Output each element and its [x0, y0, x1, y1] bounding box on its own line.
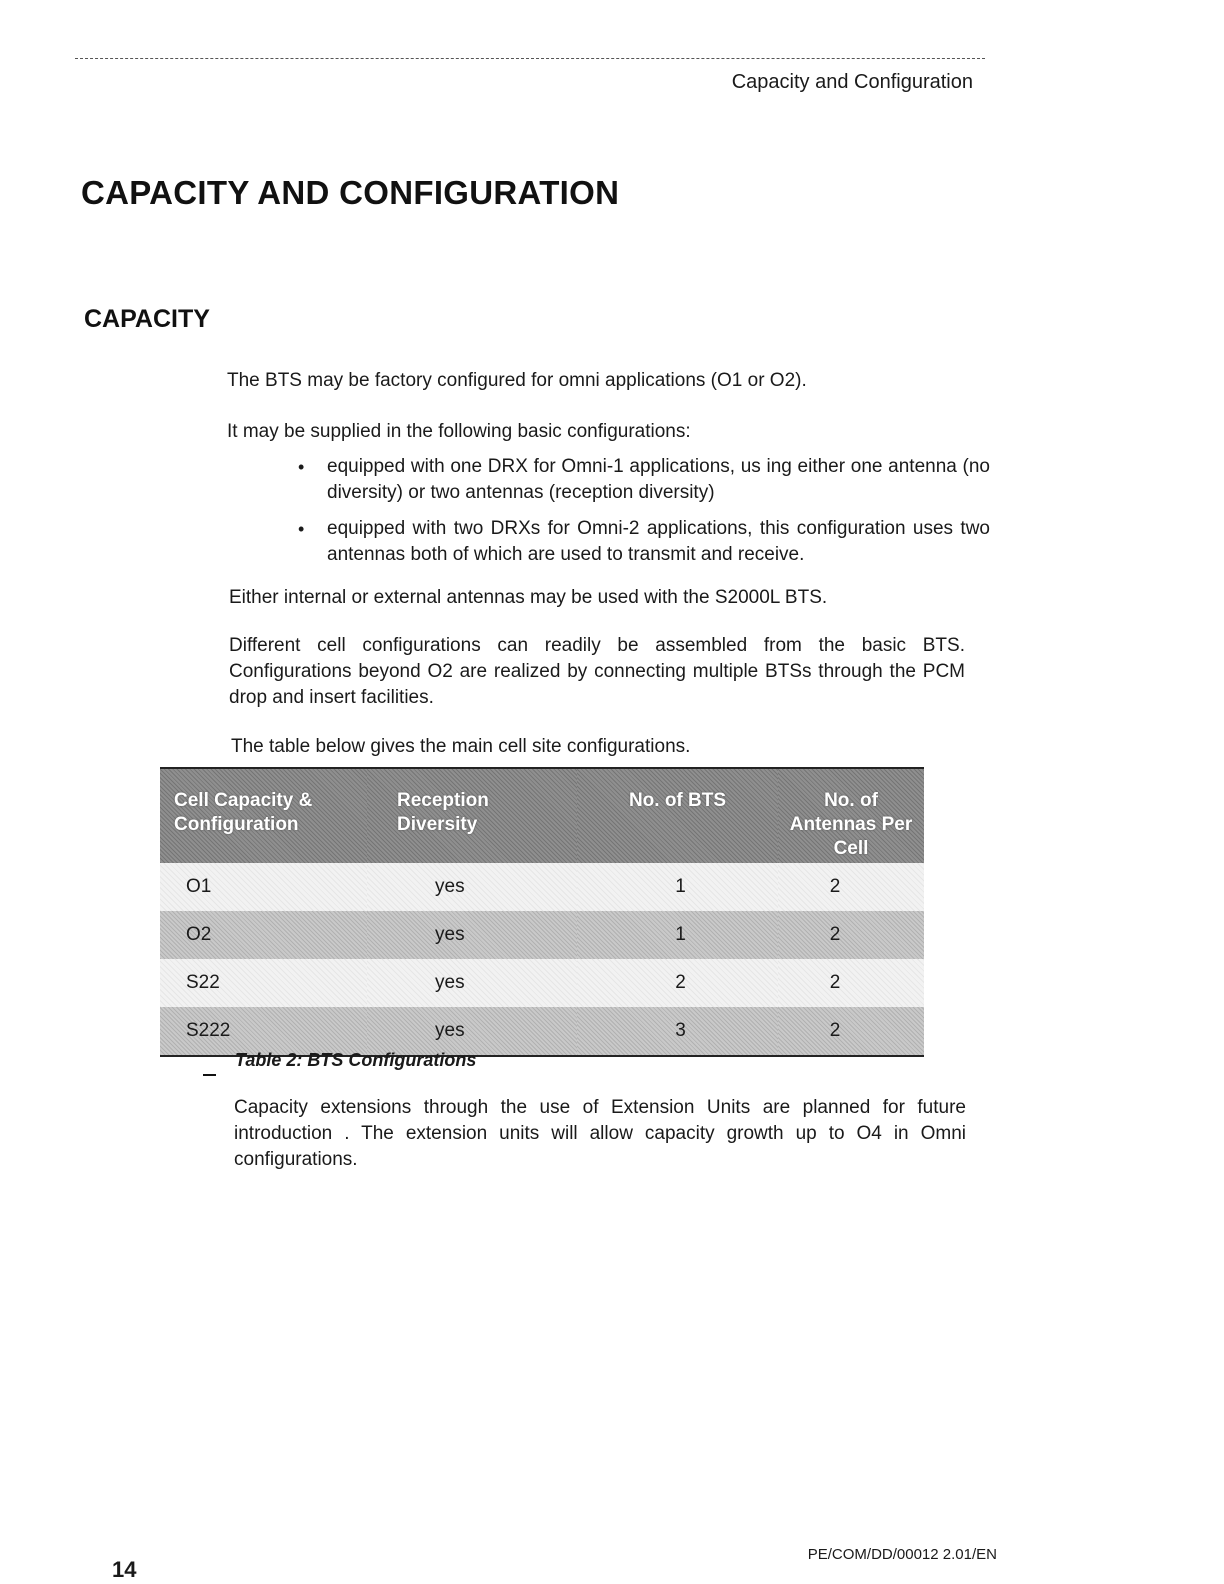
header-rule	[75, 58, 985, 59]
intro-paragraph: The BTS may be factory configured for omni applications (O1 or O2).	[227, 370, 807, 391]
bullet-icon: •	[298, 519, 305, 539]
cell-reception-diversity: yes	[367, 863, 577, 911]
antennas-note: Either internal or external antennas may be used with the S2000L BTS.	[229, 587, 828, 608]
cell-reception-diversity: yes	[367, 911, 577, 959]
section-title: CAPACITY	[84, 305, 210, 333]
column-header-no-of-bts: No. of BTS	[577, 768, 778, 863]
cell-configuration: O1	[160, 863, 367, 911]
page-number: 14	[112, 1557, 137, 1582]
list-item	[296, 454, 990, 506]
column-header-reception-diversity: Reception Diversity	[367, 768, 577, 863]
cell-no-of-bts: 3	[577, 1007, 778, 1056]
bullet-text: equipped with one DRX for Omni-1 applications, us ing either one antenna (no diversity) or two antennas (reception diversity)	[327, 456, 990, 503]
cell-no-of-bts: 1	[577, 863, 778, 911]
table-row	[160, 863, 924, 911]
footer-document-id: PE/COM/DD/00012 2.01/EN	[807, 1546, 997, 1563]
cell-no-of-bts: 2	[577, 959, 778, 1007]
capacity-extensions-paragraph: Capacity extensions through the use of Extension Units are planned for future introduction . The extension units will allow capacity growth up to O4 in Omni configurations.	[234, 1097, 966, 1170]
table-header-row	[160, 768, 924, 863]
cell-reception-diversity: yes	[367, 959, 577, 1007]
page-title: CAPACITY AND CONFIGURATION	[81, 174, 620, 211]
cell-configuration: S22	[160, 959, 367, 1007]
cell-configuration: O2	[160, 911, 367, 959]
cell-reception-diversity: yes	[367, 1007, 577, 1056]
table-intro: The table below gives the main cell site configurations.	[231, 736, 691, 757]
list-item	[296, 516, 990, 568]
different-configs-paragraph: Different cell configurations can readily be assembled from the basic BTS. Configurations beyond O2 are realized by connecting multiple BTSs through the PCM drop and insert facilities.	[229, 635, 965, 708]
running-header: Capacity and Configuration	[731, 71, 973, 93]
cell-no-of-antennas: 2	[778, 959, 924, 1007]
caption-marker	[203, 1074, 216, 1076]
bts-config-table	[160, 767, 924, 1057]
config-bullet-list	[296, 454, 990, 578]
cell-no-of-bts: 1	[577, 911, 778, 959]
bullet-text: equipped with two DRXs for Omni-2 applications, this configuration uses two antennas both of which are used to transmit and receive.	[327, 518, 990, 565]
table-row	[160, 911, 924, 959]
basic-configs-lead: It may be supplied in the following basic configurations:	[227, 421, 691, 442]
cell-no-of-antennas: 2	[778, 911, 924, 959]
column-header-no-of-antennas: No. of Antennas Per Cell	[778, 768, 924, 863]
table-row	[160, 1007, 924, 1056]
cell-configuration: S222	[160, 1007, 367, 1056]
column-header-cell-capacity: Cell Capacity & Configuration	[160, 768, 367, 863]
bullet-icon: •	[298, 457, 305, 477]
cell-no-of-antennas: 2	[778, 1007, 924, 1056]
table-caption: Table 2: BTS Configurations	[235, 1050, 477, 1070]
table-row	[160, 959, 924, 1007]
cell-no-of-antennas: 2	[778, 863, 924, 911]
